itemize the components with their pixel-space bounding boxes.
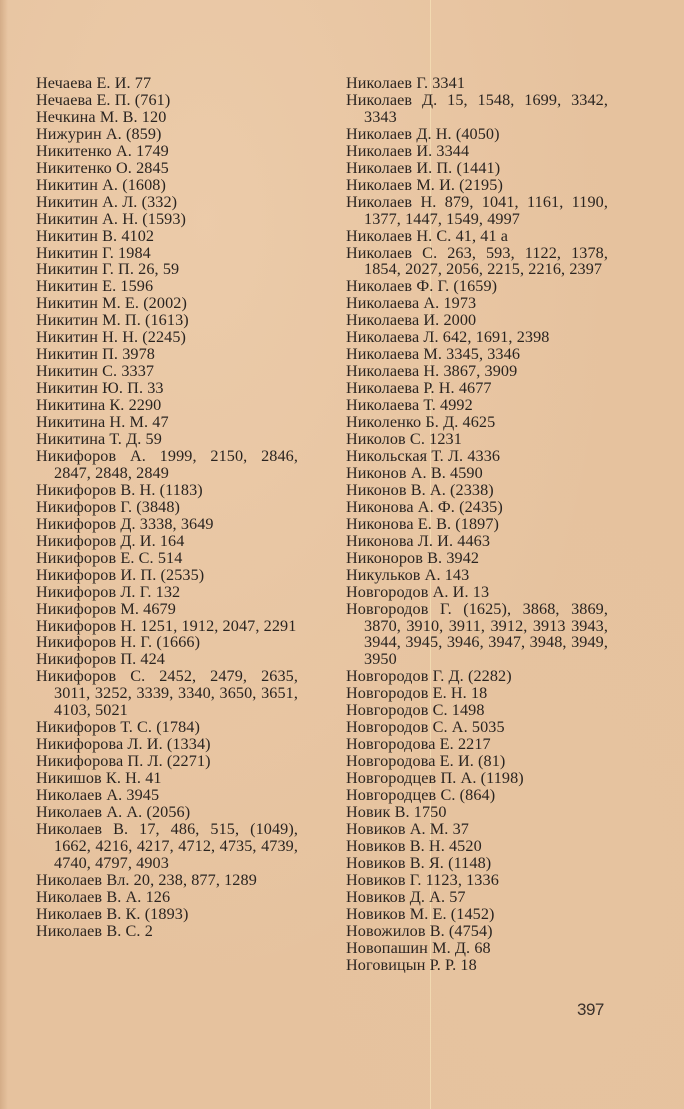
- index-entry: Никульков А. 143: [346, 565, 470, 584]
- page-number: 397: [577, 1000, 604, 1019]
- index-entry: Новгородова Е. 2217: [346, 735, 491, 754]
- index-entry: Николаева Н. 3867, 3909: [346, 362, 518, 381]
- index-entry: Никонова А. Ф. (2435): [346, 497, 503, 516]
- index-entry: Николов С. 1231: [346, 430, 462, 449]
- index-entry: Николаева И. 2000: [346, 311, 477, 330]
- index-entry: Никитин Е. 1596: [36, 277, 154, 296]
- index-entry: Никитин Г. П. 26, 59: [36, 260, 180, 279]
- index-entry: Новгородов Г. Д. (2282): [346, 667, 512, 686]
- index-entry: Николаев В. С. 2: [36, 921, 153, 940]
- index-entry: Никоноров В. 3942: [346, 548, 480, 567]
- index-entry: Никитин Г. 1984: [36, 243, 151, 262]
- index-entry: Николаев Д. Н. (4050): [346, 124, 500, 143]
- index-entry: Никонова Л. И. 4463: [346, 531, 491, 550]
- index-entry: Новиков М. Е. (1452): [346, 904, 495, 923]
- index-entry: Никитенко А. 1749: [36, 141, 169, 160]
- index-entry: Никифоров И. П. (2535): [36, 565, 205, 584]
- index-entry: Новик В. 1750: [346, 802, 447, 821]
- index-entry: Николаев А. А. (2056): [36, 802, 191, 821]
- index-entry: Николаев Н. 879, 1041, 1161, 1190, 1377, 1447, 1549, 4997: [346, 192, 608, 228]
- index-entry: Никифоров С. 2452, 2479, 2635, 3011, 3252, 3339, 3340, 3650, 3651, 4103, 5021: [36, 667, 298, 720]
- index-entry: Никитин М. П. (1613): [36, 311, 189, 330]
- index-entry: Новиков Д. А. 57: [346, 887, 466, 906]
- index-entry: Нижурин А. (859): [36, 124, 162, 143]
- index-entry: Новиков В. Н. 4520: [346, 836, 482, 855]
- index-entry: Николаев Вл. 20, 238, 877, 1289: [36, 870, 257, 889]
- index-entry: Никитин А. (1608): [36, 175, 166, 194]
- index-entry: Никонов А. В. 4590: [346, 463, 483, 482]
- index-entry: Новожилов В. (4754): [346, 921, 493, 940]
- index-entry: Новгородцев С. (864): [346, 786, 496, 805]
- index-entry: Никитин П. 3978: [36, 345, 155, 364]
- index-entry: Новиков Г. 1123, 1336: [346, 870, 499, 889]
- index-entry: Никифоров Н. 1251, 1912, 2047, 2291: [36, 616, 297, 635]
- index-entry: Нечаева Е. П. (761): [36, 90, 171, 109]
- index-entry: Новиков А. М. 37: [346, 819, 469, 838]
- index-entry: Никитин А. Л. (332): [36, 192, 178, 211]
- index-entry: Никитин А. Н. (1593): [36, 209, 187, 228]
- index-entry: Николаев Н. С. 41, 41 а: [346, 226, 509, 245]
- index-entry: Николаев М. И. (2195): [346, 175, 503, 194]
- index-entry: Никифоров П. 424: [36, 650, 166, 669]
- index-entry: Никифорова Л. И. (1334): [36, 735, 211, 754]
- index-entry: Никифоров Г. (3848): [36, 497, 181, 516]
- index-entry: Никонова Е. В. (1897): [346, 514, 500, 533]
- index-entry: Новгородова Е. И. (81): [346, 752, 506, 771]
- index-entry: Никифоров А. 1999, 2150, 2846, 2847, 2848, 2849: [36, 446, 298, 482]
- index-entry: Николенко Б. Д. 4625: [346, 413, 496, 432]
- index-entry: Николаева Р. Н. 4677: [346, 379, 492, 398]
- index-entry: Николаева Т. 4992: [346, 396, 473, 415]
- index-column-left: [36, 75, 298, 940]
- index-entry: Никитина Т. Д. 59: [36, 430, 162, 449]
- index-entry: Никифоров Д. 3338, 3649: [36, 514, 214, 533]
- index-entry: Никонов В. А. (2338): [346, 480, 494, 499]
- index-entry: Никитина Н. М. 47: [36, 413, 169, 432]
- index-entry: Новгородов Г. (1625), 3868, 3869, 3870, 3910, 3911, 3912, 3913 3943, 3944, 3945, 3946, 3947, 3948, 3949, 3950: [346, 599, 608, 669]
- index-entry: Никифорова П. Л. (2271): [36, 752, 211, 771]
- index-entry: Новгородов С. 1498: [346, 701, 485, 720]
- index-entry: Никитенко О. 2845: [36, 158, 169, 177]
- index-entry: Никишов К. Н. 41: [36, 769, 162, 788]
- index-entry: Николаев В. К. (1893): [36, 904, 189, 923]
- index-entry: Никитин В. 4102: [36, 226, 155, 245]
- index-entry: Новгородцев П. А. (1198): [346, 769, 524, 788]
- index-entry: Никифоров В. Н. (1183): [36, 480, 203, 499]
- index-entry: Николаев Ф. Г. (1659): [346, 277, 498, 296]
- index-entry: Никитин Ю. П. 33: [36, 379, 164, 398]
- index-entry: Никитин Н. Н. (2245): [36, 328, 187, 347]
- index-entry: Новопашин М. Д. 68: [346, 938, 491, 957]
- index-entry: Николаева Л. 642, 1691, 2398: [346, 328, 550, 347]
- index-entry: Никольская Т. Л. 4336: [346, 446, 501, 465]
- index-entry: Нечкина М. В. 120: [36, 107, 167, 126]
- index-entry: Николаев И. 3344: [346, 141, 470, 160]
- index-entry: Николаева М. 3345, 3346: [346, 345, 521, 364]
- index-entry: Никифоров М. 4679: [36, 599, 176, 618]
- index-entry: Никифоров Н. Г. (1666): [36, 633, 201, 652]
- index-entry: Николаев Г. 3341: [346, 74, 466, 92]
- index-entry: Никифоров Е. С. 514: [36, 548, 183, 567]
- index-entry: Новгородов А. И. 13: [346, 582, 490, 601]
- index-entry: Никитина К. 2290: [36, 396, 162, 415]
- index-entry: Новиков В. Я. (1148): [346, 853, 492, 872]
- index-entry: Никифоров Л. Г. 132: [36, 582, 181, 601]
- index-entry: Нечаева Е. И. 77: [36, 74, 152, 92]
- index-entry: Николаев И. П. (1441): [346, 158, 501, 177]
- index-entry: Никитин М. Е. (2002): [36, 294, 187, 313]
- index-entry: Николаев С. 263, 593, 1122, 1378, 1854, 2027, 2056, 2215, 2216, 2397: [346, 243, 608, 279]
- index-entry: Никифоров Д. И. 164: [36, 531, 185, 550]
- index-entry: Николаева А. 1973: [346, 294, 477, 313]
- page-edge-shadow: [0, 0, 8, 1109]
- index-column-right: [346, 75, 608, 974]
- index-entry: Новгородов Е. Н. 18: [346, 684, 488, 703]
- index-entry: Николаев В. А. 126: [36, 887, 171, 906]
- index-entry: Никитин С. 3337: [36, 362, 155, 381]
- index-entry: Ноговицын Р. Р. 18: [346, 955, 477, 974]
- index-entry: Николаев А. 3945: [36, 786, 160, 805]
- index-entry: Николаев Д. 15, 1548, 1699, 3342, 3343: [346, 90, 608, 126]
- index-entry: Никифоров Т. С. (1784): [36, 718, 200, 737]
- index-entry: Новгородов С. А. 5035: [346, 718, 505, 737]
- index-entry: Николаев В. 17, 486, 515, (1049), 1662, 4216, 4217, 4712, 4735, 4739, 4740, 4797, 4903: [36, 819, 298, 872]
